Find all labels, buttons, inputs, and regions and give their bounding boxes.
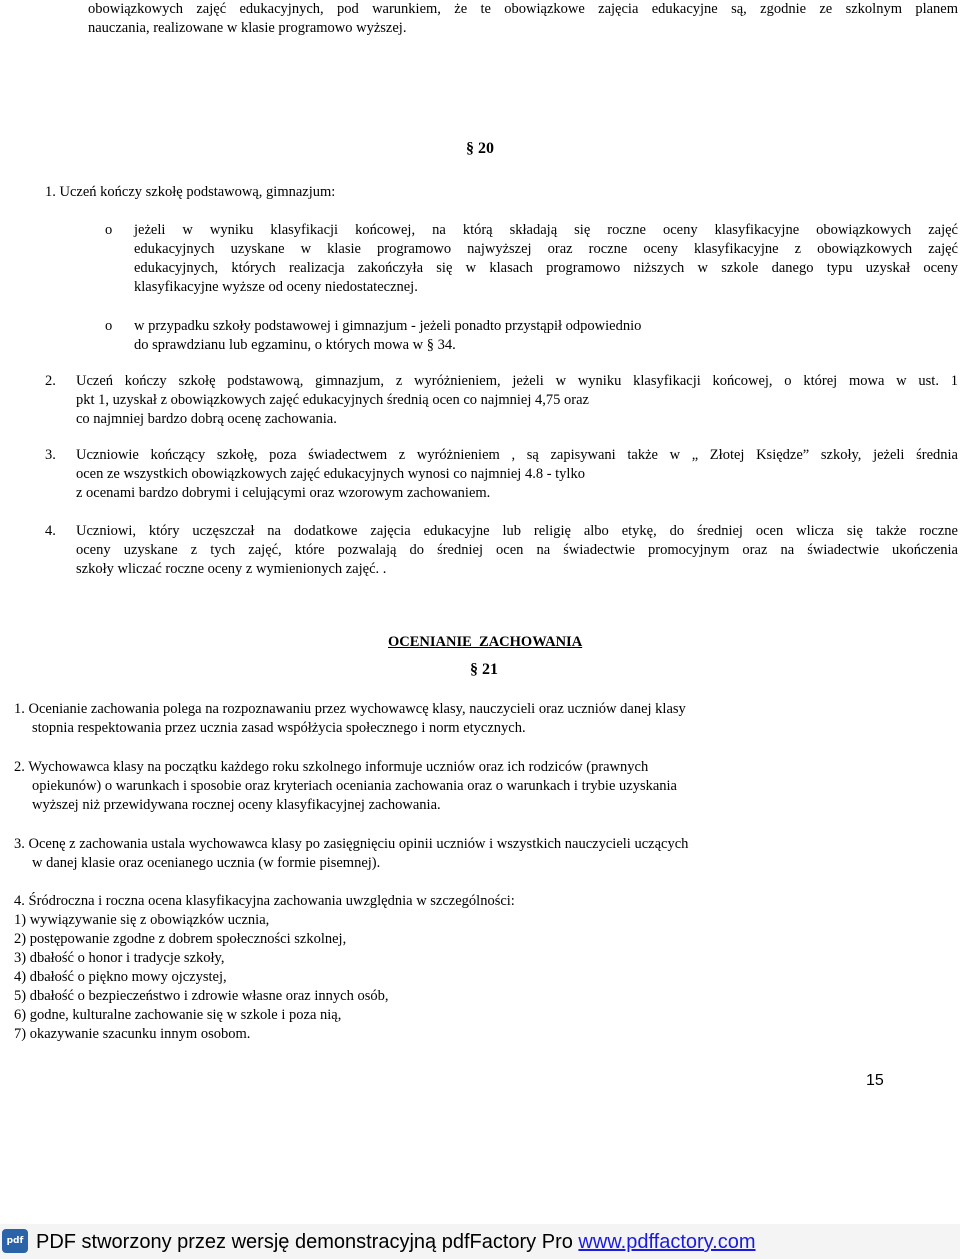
footer-text	[36, 1230, 756, 1254]
section-21-paragraph-3	[14, 835, 814, 873]
paragraph-line: wyższej niż przewidywana rocznej oceny klasyfikacyjnej zachowania.	[32, 797, 441, 813]
criteria-item: 1) wywiązywanie się z obowiązków ucznia,	[14, 912, 270, 928]
item-4-line: Uczniowi, który uczęszczał na dodatkowe zajęcia edukacyjne lub religię albo etykę, do średniej ocen wlicza się także roczne	[76, 523, 958, 539]
paragraph-line: w danej klasie oraz ocenianego ucznia (w formie pisemnej).	[32, 855, 381, 871]
criteria-item: 6) godne, kulturalne zachowanie się w szkole i poza nią,	[14, 1007, 342, 1023]
section-20-heading: § 20	[466, 140, 494, 157]
paragraph-line: opiekunów) o warunkach i sposobie oraz kryteriach oceniania zachowania oraz o warunkach i trybie uzyskania	[32, 778, 677, 794]
section-20-item-2	[76, 372, 958, 429]
pdf-logo-icon: pdf	[2, 1229, 28, 1253]
bullet-1-line: klasyfikacyjne wyższe od oceny niedostatecznej.	[134, 279, 418, 295]
item-2-line: Uczeń kończy szkołę podstawową, gimnazjum, z wyróżnieniem, jeżeli w wyniku klasyfikacji końcowej, o której mowa w ust. 1	[76, 373, 958, 389]
bullet-1-line: edukacyjnych uzyskane w klasie programowo najwyższej oraz roczne oceny klasyfikacyjne z obowiązkowych zajęć	[134, 241, 958, 257]
page-number: 15	[866, 1072, 884, 1089]
criteria-item: 5) dbałość o bezpieczeństwo i zdrowie własne oraz innych osób,	[14, 988, 389, 1004]
section-20-item-1-label: 1. Uczeń kończy szkołę podstawową, gimnazjum:	[45, 184, 336, 200]
paragraph-line: 3. Ocenę z zachowania ustala wychowawca klasy po zasięgnięciu opinii uczniów i wszystkich nauczycieli uczących	[14, 836, 689, 852]
bullet-marker: o	[105, 222, 113, 238]
bullet-1-line: edukacyjnych, których realizacja zakończyła się w klasach programowo niższych w szkole danego typu uzyskał oceny	[134, 260, 958, 276]
paragraph-line: 2. Wychowawca klasy na początku każdego roku szkolnego informuje uczniów oraz ich rodziców (prawnych	[14, 759, 649, 775]
criteria-item: 4) dbałość o piękno mowy ojczystej,	[14, 969, 227, 985]
section-21-heading: § 21	[470, 661, 498, 678]
section-20-item-4	[76, 522, 958, 579]
paragraph-line: stopnia respektowania przez ucznia zasad współżycia społecznego i norm etycznych.	[32, 720, 526, 736]
item-number: 4.	[45, 523, 56, 539]
section-title: OCENIANIE ZACHOWANIA	[388, 634, 583, 650]
item-3-line: ocen ze wszystkich obowiązkowych zajęć edukacyjnych wynosi co najmniej 4.8 - tylko	[76, 466, 585, 482]
intro-line-2: nauczania, realizowane w klasie programowo wyższej.	[88, 20, 407, 36]
item-4-line: szkoły wliczać roczne oceny z wymienionych zajęć. .	[76, 561, 387, 577]
section-21-paragraph-1	[14, 700, 814, 738]
bullet-1-line: jeżeli w wyniku klasyfikacji końcowej, na którą składają się roczne oceny klasyfikacyjne obowiązkowych zajęć	[134, 222, 958, 238]
bullet-item-1	[134, 221, 958, 297]
item-number: 2.	[45, 373, 56, 389]
item-2-line: co najmniej bardzo dobrą ocenę zachowania.	[76, 411, 337, 427]
item-3-line: Uczniowie kończący szkołę, poza świadectwem z wyróżnieniem , są zapisywani także w „ Złotej Księdze” szkoły, jeżeli średnia	[76, 447, 958, 463]
section-21-paragraph-2	[14, 758, 814, 815]
criteria-item: 7) okazywanie szacunku innym osobom.	[14, 1026, 251, 1042]
footer-link[interactable]: www.pdffactory.com	[578, 1231, 756, 1253]
item-3-line: z ocenami bardzo dobrymi i celującymi oraz wzorowym zachowaniem.	[76, 485, 491, 501]
section-20-item-3	[76, 446, 958, 503]
criteria-title: 4. Śródroczna i roczna ocena klasyfikacyjna zachowania uwzględnia w szczególności:	[14, 893, 515, 909]
bullet-2-line: do sprawdzianu lub egzaminu, o których mowa w § 34.	[134, 337, 456, 353]
intro-paragraph	[88, 0, 958, 38]
footer-caption: PDF stworzony przez wersję demonstracyjną pdfFactory Pro	[36, 1231, 579, 1253]
intro-line-1: obowiązkowych zajęć edukacyjnych, pod warunkiem, że te obowiązkowe zajęcia edukacyjne są, zgodnie ze szkolnym planem	[88, 1, 958, 17]
bullet-2-line: w przypadku szkoły podstawowej i gimnazjum - jeżeli ponadto przystąpił odpowiednio	[134, 318, 642, 334]
criteria-block	[14, 892, 515, 1044]
item-4-line: oceny uzyskane z tych zajęć, które pozwalają do średniej ocen na świadectwie promocyjnym oraz na świadectwie ukończenia	[76, 542, 958, 558]
pdf-footer-bar	[0, 1224, 960, 1259]
criteria-item: 2) postępowanie zgodne z dobrem społeczności szkolnej,	[14, 931, 347, 947]
bullet-item-2	[134, 317, 958, 355]
criteria-item: 3) dbałość o honor i tradycje szkoły,	[14, 950, 225, 966]
item-2-line: pkt 1, uzyskał z obowiązkowych zajęć edukacyjnych średnią ocen co najmniej 4,75 oraz	[76, 392, 589, 408]
bullet-marker: o	[105, 318, 113, 334]
paragraph-line: 1. Ocenianie zachowania polega na rozpoznawaniu przez wychowawcę klasy, nauczycieli oraz uczniów danej klasy	[14, 701, 686, 717]
item-number: 3.	[45, 447, 56, 463]
